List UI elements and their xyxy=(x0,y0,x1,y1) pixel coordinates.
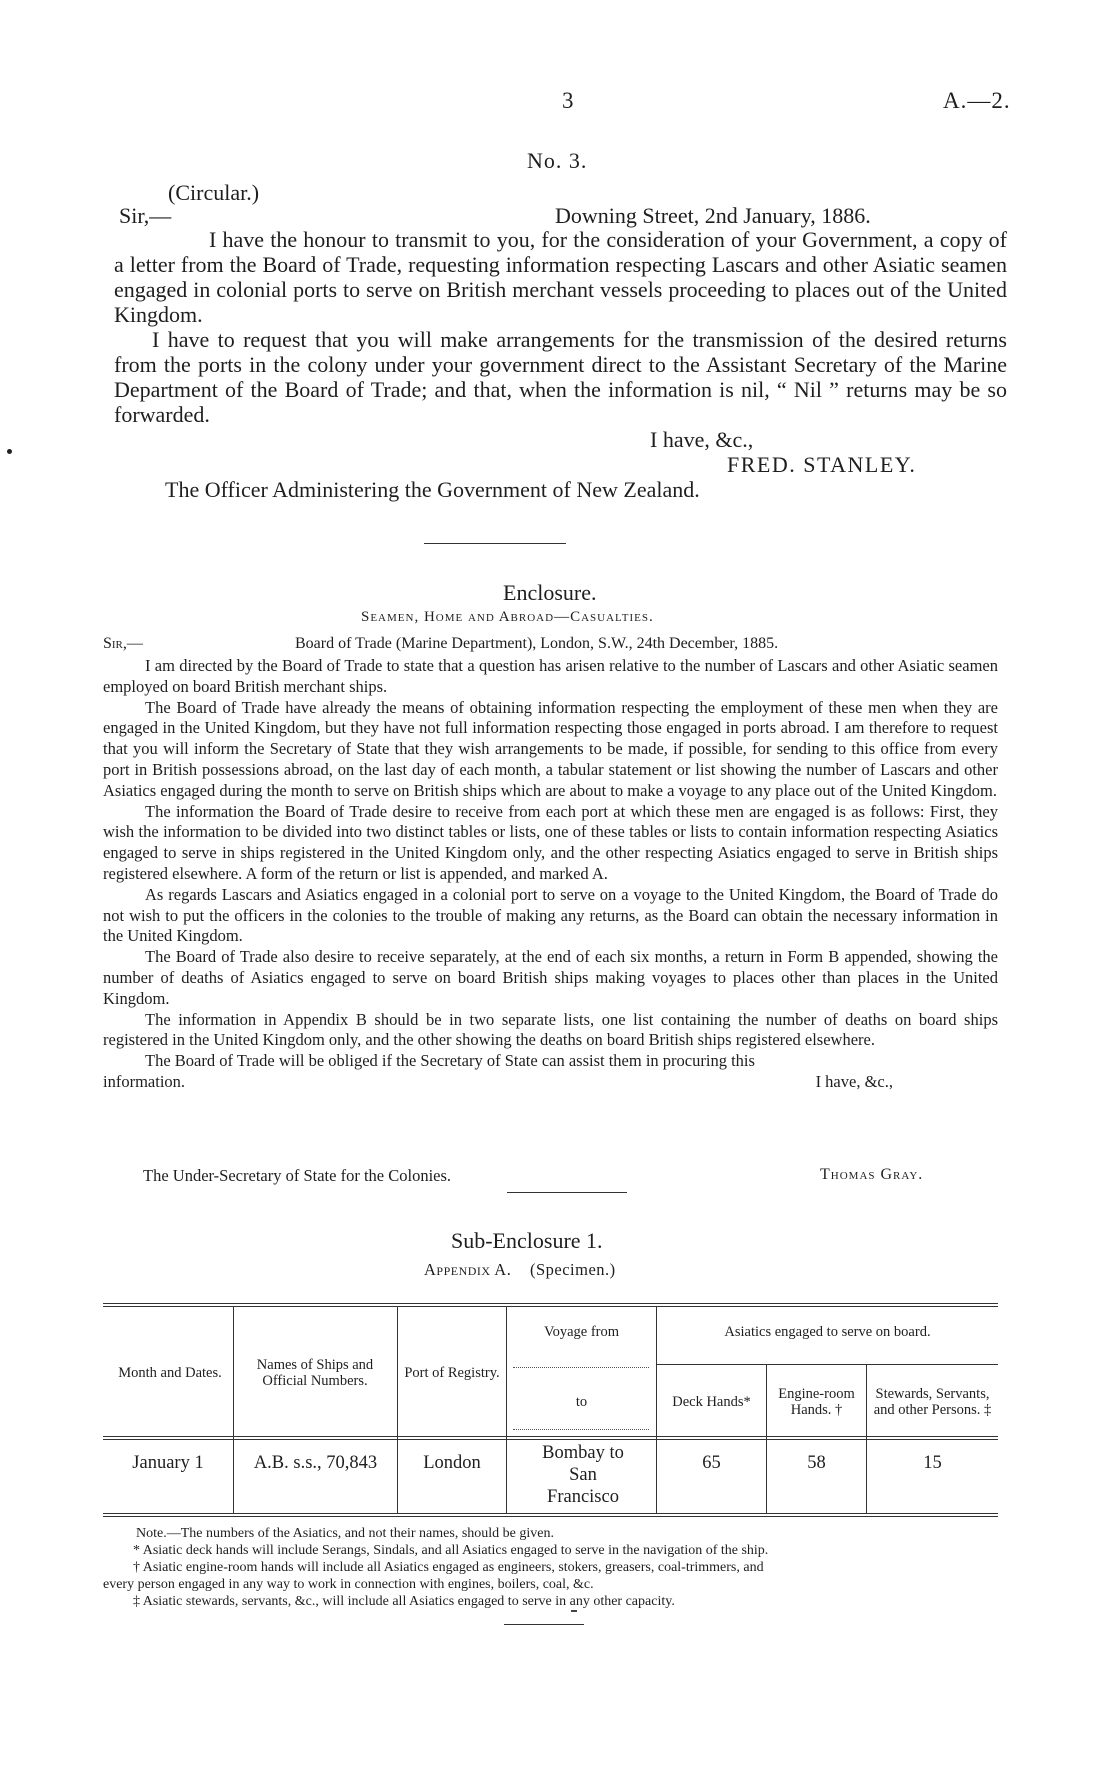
paragraph-end: information. xyxy=(103,1071,186,1091)
row-port: London xyxy=(423,1453,481,1473)
row-ship: A.B. s.s., 70,843 xyxy=(253,1453,378,1473)
enclosure-title: Enclosure. xyxy=(503,580,597,605)
row-voyage: Bombay to San Francisco xyxy=(542,1443,624,1507)
enclosure-paragraph: The information in Appendix B should be in two separate lists, one list containing the number of deaths on board ships registered in the United Kingdom only, and the other showing the deaths on board British ships registered elsewhere. xyxy=(103,1009,998,1050)
addressee: The Under-Secretary of State for the Colonies. xyxy=(143,1166,452,1185)
header-engine-room-hands: Engine-room Hands. † xyxy=(778,1386,855,1418)
header-ships: Names of Ships and Official Numbers. xyxy=(256,1357,374,1389)
appendix-note: (Specimen.) xyxy=(529,1260,616,1279)
note-line: † Asiatic engine-room hands will include all Asiatics engaged as engineers, stokers, greasers, coal-trimmers, and xyxy=(133,1560,764,1575)
specimen-table xyxy=(103,1303,998,1515)
table-rule xyxy=(103,1436,998,1437)
letter-paragraph: I have the honour to transmit to you, for the consideration of your Government, a copy of a letter from the Board of Trade, requesting information respecting Lascars and other Asiatic seamen engaged in colonial ports to serve on British merchant vessels proceeding to places out of the United Kingdom. xyxy=(114,227,1007,327)
table-rule xyxy=(656,1364,998,1365)
table-rule xyxy=(233,1306,234,1514)
enclosure-paragraph: I am directed by the Board of Trade to state that a question has arisen relative to the number of Lascars and other Asiatic seamen employed on board British merchant ships. xyxy=(103,656,998,696)
dateline: Board of Trade (Marine Department), London, S.W., 24th December, 1885. xyxy=(295,635,779,652)
letter-number: No. 3. xyxy=(527,148,588,173)
table-rule xyxy=(103,1306,998,1307)
end-mark xyxy=(571,1610,577,1612)
enclosure-subtitle: Seamen, Home and Abroad—Casualties. xyxy=(361,609,654,625)
dateline: Downing Street, 2nd January, 1886. xyxy=(555,203,871,228)
sub-enclosure-title: Sub-Enclosure 1. xyxy=(451,1228,603,1253)
note-line: Note.—The numbers of the Asiatics, and not their names, should be given. xyxy=(136,1526,554,1541)
end-divider xyxy=(504,1624,584,1625)
closing: I have, &c., xyxy=(815,1071,893,1091)
salutation: Sir,— xyxy=(119,203,172,228)
enclosure-paragraph: The Board of Trade have already the means of obtaining information respecting the employment of these men when they are engaged in the United Kingdom, but they have not full information respecting those engaged in ports abroad. I am therefore to request that you will inform the Secretary of State that they wish arrangements to be made, if possible, for sending to this office from every port in British possessions abroad, on the last day of each month, a tabular statement or list showing the number of Lascars and other Asiatics engaged during the month to serve on British ships which are about to make a voyage to any place out of the United Kingdom. xyxy=(103,697,998,800)
salutation: Sir,— xyxy=(103,635,143,652)
table-rule xyxy=(103,1516,998,1517)
table-rule xyxy=(103,1513,998,1514)
letter-body xyxy=(114,227,1007,427)
table-rule xyxy=(103,1439,998,1440)
appendix-label: Appendix A. xyxy=(424,1260,512,1279)
page-number: 3 xyxy=(562,88,574,113)
section-divider xyxy=(507,1192,627,1193)
signature: Thomas Gray. xyxy=(820,1166,924,1183)
header-month: Month and Dates. xyxy=(118,1365,222,1381)
table-rule xyxy=(103,1303,998,1304)
table-notes xyxy=(103,1525,998,1610)
header-stewards: Stewards, Servants, and other Persons. ‡ xyxy=(873,1386,992,1418)
row-engine-room-hands: 58 xyxy=(807,1453,826,1473)
row-deck-hands: 65 xyxy=(702,1453,721,1473)
margin-dot xyxy=(7,449,12,454)
table-rule xyxy=(397,1306,398,1514)
header-asiatics: Asiatics engaged to serve on board. xyxy=(724,1324,931,1340)
note-line: ‡ Asiatic stewards, servants, &c., will include all Asiatics engaged to serve in any other capacity. xyxy=(133,1594,675,1609)
enclosure-paragraph: The information the Board of Trade desire to receive from each port at which these men are engaged is as follows: First, they wish the information to be divided into two distinct tables or lists, one of these tables or lists to contain information respecting Asiatics engaged to serve in ships registered in the United Kingdom only, and the other respecting Asiatics engaged to serve in British ships registered elsewhere. A form of the return or list is appended, and marked A. xyxy=(103,801,998,883)
note-line: * Asiatic deck hands will include Serangs, Sindals, and all Asiatics engaged to serve in the navigation of the ship. xyxy=(133,1543,769,1558)
section-divider xyxy=(424,543,566,544)
header-port: Port of Registry. xyxy=(404,1365,500,1381)
voyage-dotted-rule xyxy=(513,1367,649,1368)
enclosure-paragraph: The Board of Trade also desire to receive separately, at the end of each six months, a return in Form B appended, showing the number of deaths of Asiatics engaged to serve on board British ships making voyages to places other than places in the United Kingdom. xyxy=(103,947,998,1008)
enclosure-paragraph: As regards Lascars and Asiatics engaged in a colonial port to serve on a voyage to the United Kingdom, the Board of Trade do not wish to put the officers in the colonies to the trouble of making any returns, as the Board can obtain the necessary information in the United Kingdom. xyxy=(103,884,998,946)
enclosure-closing-line xyxy=(103,1072,998,1093)
voyage-dotted-rule xyxy=(513,1429,649,1430)
addressee: The Officer Administering the Government of New Zealand. xyxy=(165,477,700,502)
closing: I have, &c., xyxy=(650,427,754,452)
circular-label: (Circular.) xyxy=(168,180,260,205)
note-line: every person engaged in any way to work in connection with engines, boilers, coal, &c. xyxy=(103,1577,594,1592)
series-reference: A.—2. xyxy=(943,88,1011,113)
enclosure-body xyxy=(103,656,998,1093)
signature: FRED. STANLEY. xyxy=(727,452,917,477)
row-month: January 1 xyxy=(132,1453,204,1473)
enclosure-paragraph: The Board of Trade will be obliged if the Secretary of State can assist them in procuring this xyxy=(145,1051,755,1071)
row-stewards: 15 xyxy=(923,1453,942,1473)
header-voyage-from: Voyage from xyxy=(543,1324,620,1340)
header-deck-hands: Deck Hands* xyxy=(672,1394,751,1410)
letter-paragraph: I have to request that you will make arrangements for the transmission of the desired returns from the ports in the colony under your government direct to the Assistant Secretary of the Marine Department of the Board of Trade; and that, when the information is nil, “ Nil ” returns may be so forwarded. xyxy=(114,327,1007,427)
appendix-heading xyxy=(424,1260,616,1280)
header-voyage-to: to xyxy=(575,1394,588,1410)
